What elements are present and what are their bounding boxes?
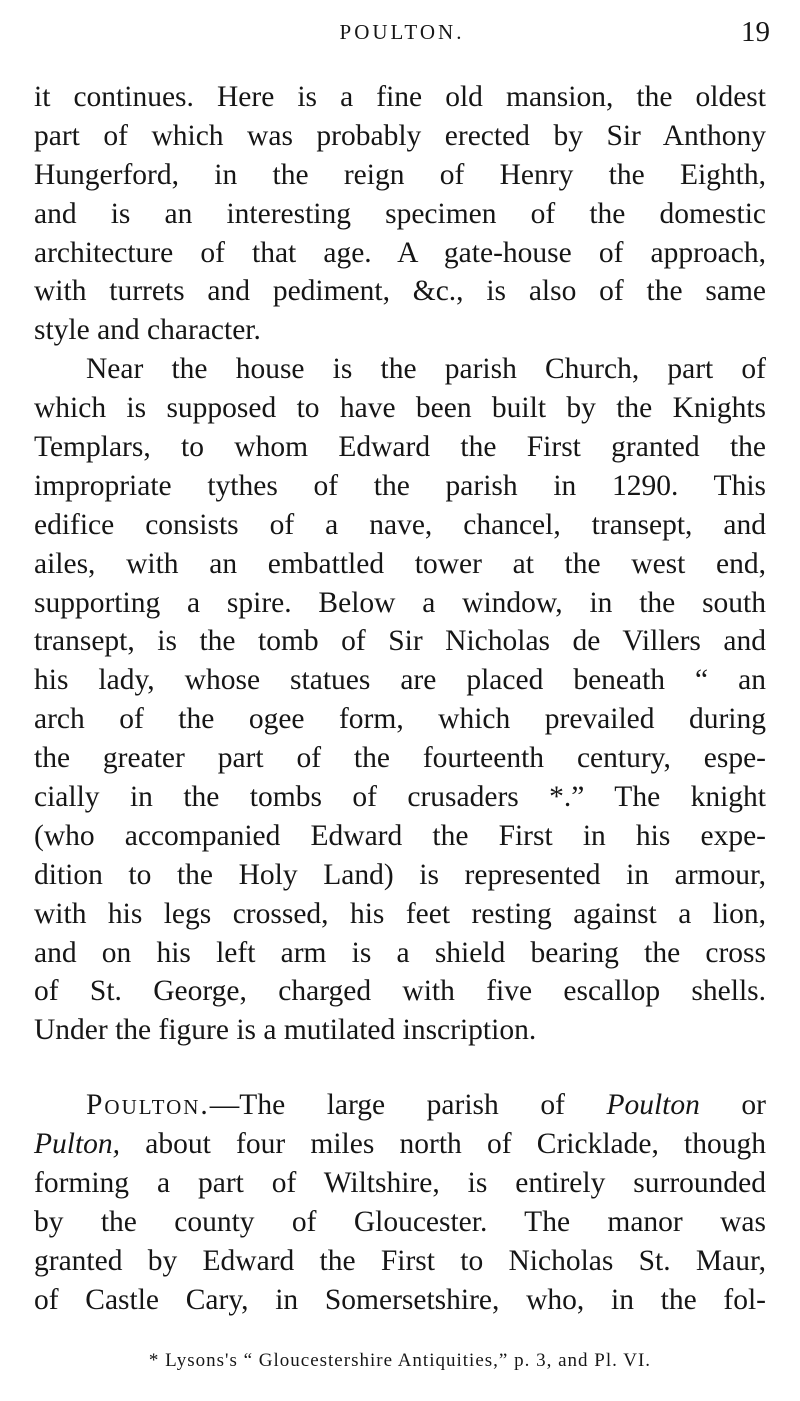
text-line: Under the figure is a mutilated inscription. bbox=[34, 1014, 537, 1047]
text-run: or bbox=[699, 1089, 766, 1122]
text-line: cially in the tombs of crusaders *.” The knight bbox=[34, 781, 766, 814]
text-line: dition to the Holy Land) is represented in armour, bbox=[34, 858, 766, 891]
text-line: Near the house is the parish Church, part of bbox=[86, 353, 766, 386]
text-line: his lady, whose statues are placed beneath “ an bbox=[34, 664, 766, 697]
text-line bbox=[34, 1125, 766, 1164]
text-line: with his legs crossed, his feet resting against a lion, bbox=[34, 897, 766, 930]
text-line: and on his left arm is a shield bearing the cross bbox=[34, 936, 766, 969]
text-line: it continues. Here is a fine old mansion, the oldest bbox=[34, 81, 766, 113]
text-line: part of which was probably erected by Sir Anthony bbox=[34, 119, 766, 152]
text-line: and is an interesting specimen of the domestic bbox=[34, 197, 766, 230]
body-text bbox=[34, 78, 766, 1320]
paragraph-poulton bbox=[34, 1086, 766, 1319]
text-line: impropriate tythes of the parish in 1290. This bbox=[34, 469, 766, 502]
footnote: * Lysons's “ Gloucestershire Antiquities,” p. 3, and Pl. VI. bbox=[148, 1350, 652, 1371]
text-run: The large parish of bbox=[239, 1089, 607, 1122]
text-line: arch of the ogee form, which prevailed during bbox=[34, 703, 766, 736]
paragraph-gap bbox=[34, 1050, 766, 1086]
text-line: transept, is the tomb of Sir Nicholas de Villers and bbox=[34, 625, 766, 658]
text-line: which is supposed to have been built by the Knights bbox=[34, 392, 766, 425]
text-line: (who accompanied Edward the First in his expe- bbox=[34, 819, 766, 852]
italic-place-name: Pulton, bbox=[34, 1128, 121, 1161]
text-line: supporting a spire. Below a window, in the south bbox=[34, 586, 766, 619]
running-head bbox=[34, 12, 770, 52]
em-dash: — bbox=[209, 1089, 240, 1122]
text-line bbox=[34, 1086, 766, 1125]
text-line: architecture of that age. A gate-house of approach, bbox=[34, 236, 766, 269]
text-line: of Castle Cary, in Somersetshire, who, in the fol- bbox=[34, 1283, 766, 1316]
text-line: of St. George, charged with five escallop shells. bbox=[34, 975, 766, 1008]
text-line: style and character. bbox=[34, 314, 261, 347]
text-line: the greater part of the fourteenth century, espe- bbox=[34, 742, 766, 775]
text-line: with turrets and pediment, &c., is also of the same bbox=[34, 275, 766, 308]
text-line: by the county of Gloucester. The manor was bbox=[34, 1205, 766, 1238]
section-heading: Poulton. bbox=[86, 1089, 210, 1122]
text-line: ailes, with an embattled tower at the west end, bbox=[34, 547, 766, 580]
text-line: edifice consists of a nave, chancel, transept, and bbox=[34, 508, 766, 541]
paragraph-mansion bbox=[34, 78, 766, 350]
running-title: POULTON. bbox=[339, 20, 465, 44]
text-line: Hungerford, in the reign of Henry the Eighth, bbox=[34, 158, 766, 191]
page-number: 19 bbox=[741, 16, 770, 48]
italic-place-name: Poulton bbox=[606, 1089, 700, 1122]
text-line: forming a part of Wiltshire, is entirely surrounded bbox=[34, 1167, 766, 1200]
text-line: granted by Edward the First to Nicholas St. Maur, bbox=[34, 1244, 766, 1277]
paragraph-church bbox=[34, 350, 766, 1050]
text-line: Templars, to whom Edward the First granted the bbox=[34, 431, 766, 464]
text-run: about four miles north of Cricklade, though bbox=[120, 1128, 766, 1161]
